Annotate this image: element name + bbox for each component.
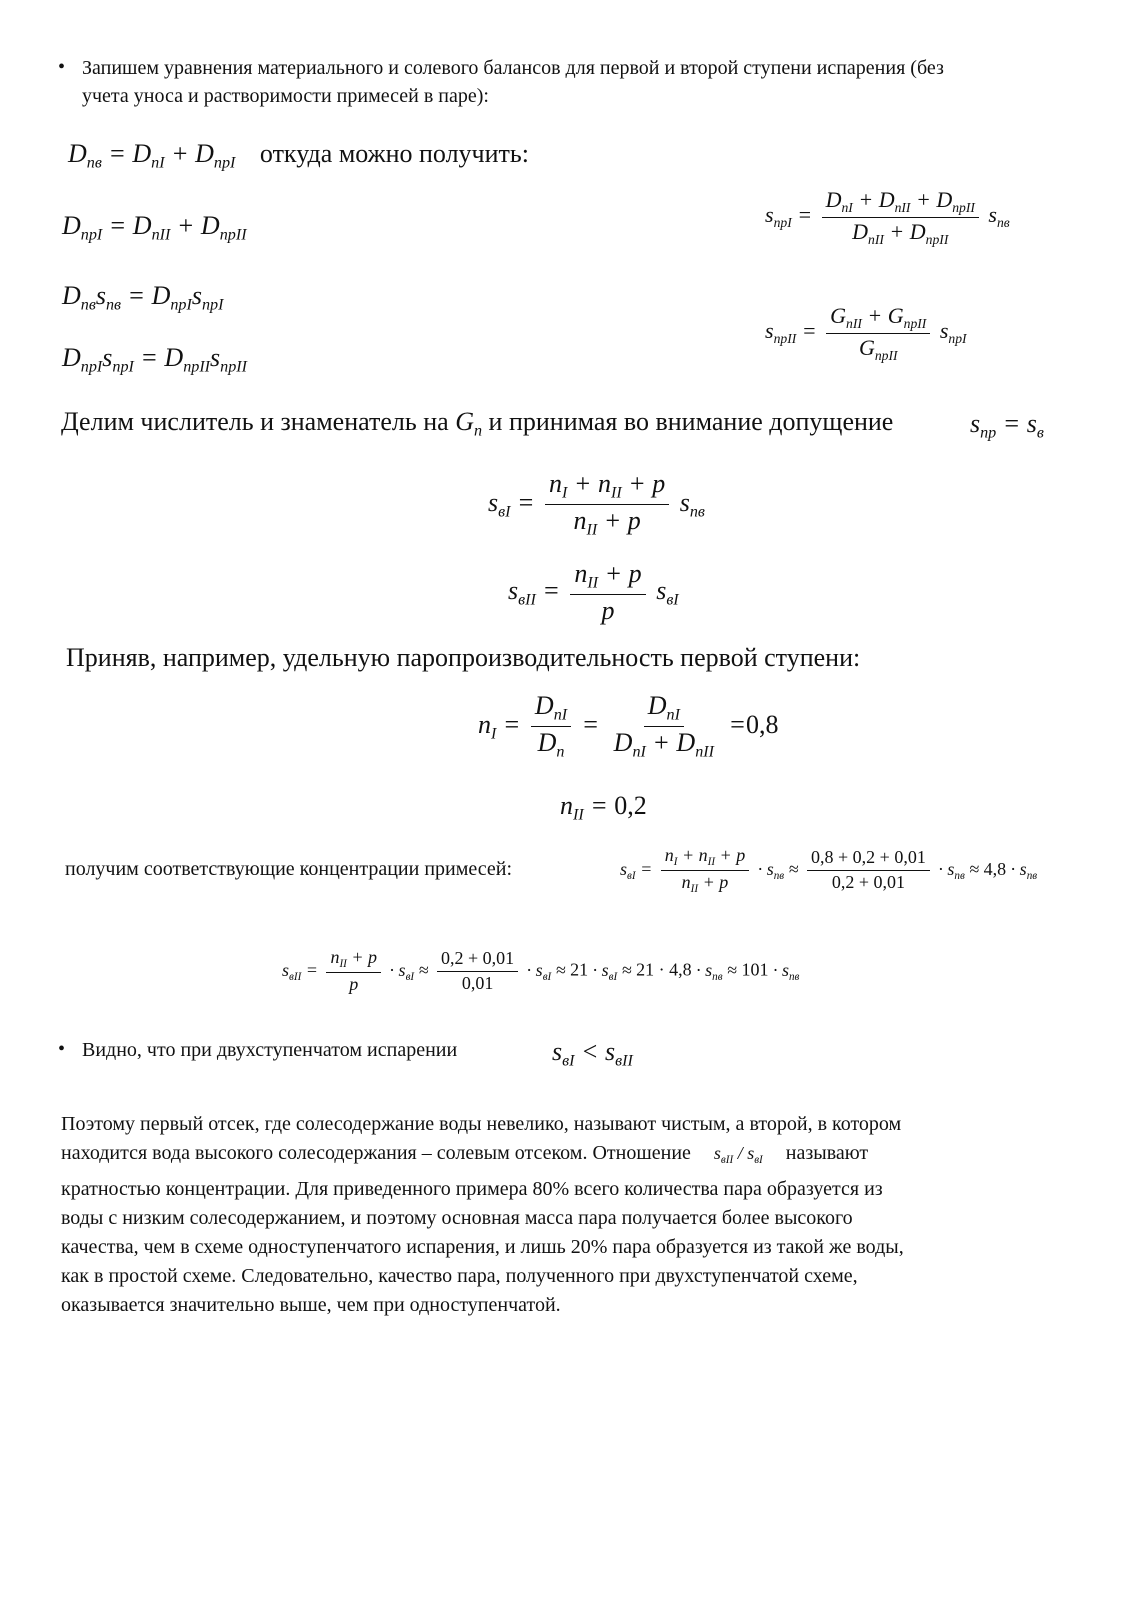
equation-salt-balance-1: $D_{пв}s_{пв} = D_{прI}s_{прI}$ — [62, 281, 224, 314]
paragraph-line-5: качества, чем в схеме одноступенчатого испарения, и лишь 20% пара образуется из такой же воды, — [61, 1235, 904, 1258]
se2-c1: 21 — [570, 959, 589, 980]
fromwhere-text: откуда можно получить: — [259, 139, 529, 168]
n2-value: 0,2 — [614, 791, 647, 820]
se2-c2: 21 · 4,8 — [636, 959, 692, 980]
paragraph-line-7: оказывается значительно выше, чем при одноступенчатой. — [61, 1293, 561, 1316]
inequality-formula: $s_{вI} < s_{вII}$ — [552, 1037, 633, 1070]
intro-text — [82, 54, 1092, 110]
se2-den-value: 0,01 — [461, 972, 494, 993]
se2-num-value: 0,2 + 0,01 — [437, 949, 518, 972]
paragraph-line-3: кратностью концентрации. Для приведенного примера 80% всего количества пара образуется из — [61, 1177, 883, 1200]
equation-blowdown-balance: $D_{прI} = D_{пII} + D_{прII}$ — [62, 211, 247, 244]
formula-se1-numeric: $s_{вI}$ = $\frac{n_I + n_{II} + p}{n_{II} + p}$ · $s_{пв}$ ≈ $\frac{0,8 + 0,2 + 0,01}{0,2 + 0,01}$ · $s_{пв} \approx 4,8 \cdot s_{пв}$ — [620, 845, 1038, 896]
formula-s-pr2: $s_{прII}$ = $\frac{G_{пII} + G_{прII}}{G_{прII}}$ $s_{прI}$ — [765, 303, 967, 363]
intro-bullet: • — [58, 56, 66, 78]
formula-s-pr1: $s_{прI}$ = $\frac{D_{пI} + D_{пII} + D_{прII}}{D_{пII} + D_{прII}}$ $s_{пв}$ — [765, 187, 1010, 247]
equation-salt-balance-2: $D_{прI}s_{прI} = D_{прII}s_{прII}$ — [62, 343, 248, 376]
conclusion-bullet: • — [58, 1038, 66, 1060]
formula-n1: $n_I$ = $\frac{D_{пI}}{D_п}$ = $\frac{D_{пI}}{D_{пI} + D_{пII}}$ =0,8 — [478, 691, 779, 762]
se1-result: 4,8 — [983, 858, 1007, 879]
n1-value: 0,8 — [746, 709, 779, 739]
assumption-formula: $s_{пр} = s_в$ — [970, 409, 1044, 442]
se1-num-value: 0,8 + 0,2 + 0,01 — [807, 848, 930, 871]
equation-steam-balance: $D_{пв} = D_{пI} + D_{прI}$ откуда можно получить: — [68, 139, 529, 172]
formula-n2: $n_{II} = 0,2$ — [560, 791, 647, 824]
paragraph-line-4: воды с низким солесодержанием, и поэтому основная масса пара получается более высокого — [61, 1206, 853, 1229]
assumption-text: и принимая во внимание допущение — [488, 407, 894, 436]
accept-text: Приняв, например, удельную паропроизводительность первой ступени: — [66, 643, 861, 672]
intro-line-1: Запишем уравнения материального и солевого балансов для первой и второй ступени испарения (без — [82, 57, 944, 79]
obtain-text: получим соответствующие концентрации примесей: — [65, 858, 513, 880]
formula-se2: $s_{вII}$ = $\frac{n_{II} + p}{p}$ $s_{вI}$ — [508, 559, 679, 626]
se1-den-value: 0,2 + 0,01 — [831, 872, 906, 893]
divide-line: Делим числитель и знаменатель на $G_п$ и принимая во внимание допущение — [61, 407, 894, 440]
seen-text: Видно, что при двухступенчатом испарении — [82, 1039, 458, 1061]
se2-c3: 101 — [741, 959, 769, 980]
intro-line-2: учета уноса и растворимости примесей в паре): — [82, 85, 489, 107]
paragraph-line-6: как в простой схеме. Следовательно, качество пара, полученного при двухступенчатой схеме, — [61, 1264, 858, 1287]
formula-se1: $s_{вI}$ = $\frac{n_I + n_{II} + p}{n_{II} + p}$ $s_{пв}$ — [488, 469, 705, 540]
formula-se2-numeric: $s_{вII}$ = $\frac{n_{II} + p}{p}$ · $s_{вI}$ ≈ $\frac{0,2 + 0,01}{0,01}$ · $s_{вI} \approx 21 \cdot s_{вI} \approx 21 \cdot 4,8 \cdot s_{пв} \approx 101 \cdot s_{пв}$ — [282, 947, 800, 995]
paragraph-line-1: Поэтому первый отсек, где солесодержание воды невелико, называют чистым, а второй, в котором — [61, 1113, 902, 1135]
conclusion-paragraph — [61, 1110, 1071, 1320]
paragraph-line-2b: называют — [785, 1142, 869, 1164]
paragraph-line-2a: находится вода высокого солесодержания – солевым отсеком. Отношение — [61, 1142, 691, 1164]
paragraph-line-2: находится вода высокого солесодержания – солевым отсеком. Отношение $s_{вII} / s_{вI}$ называют — [61, 1142, 869, 1166]
divide-text: Делим числитель и знаменатель на — [61, 407, 449, 436]
